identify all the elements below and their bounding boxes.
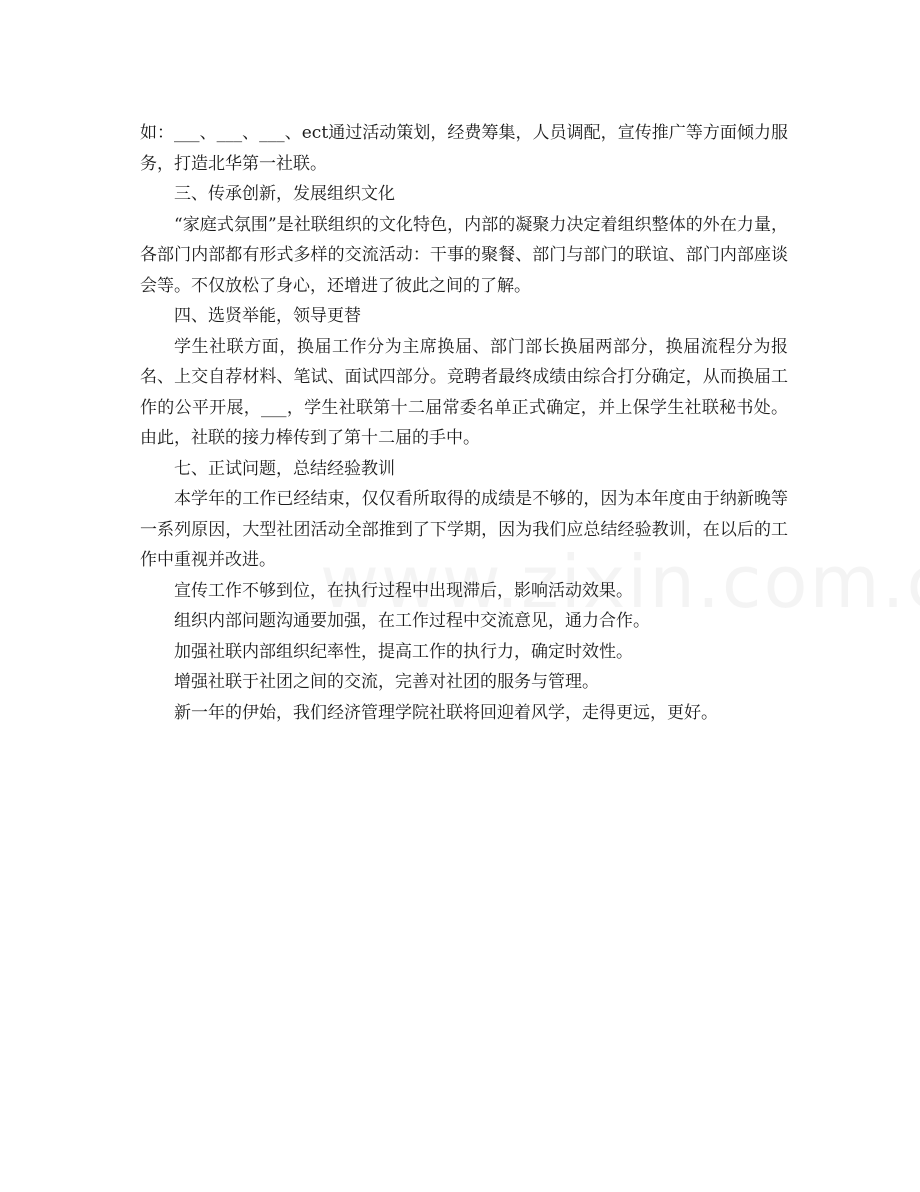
paragraph: 宣传工作不够到位，在执行过程中出现滞后，影响活动效果。 <box>174 580 633 601</box>
paragraph: 如：___、___、___、ect通过活动策划，经费筹集，人员调配，宣传推广等方面倾力服务，打造北华第一社联。 <box>140 123 788 174</box>
paragraph: “家庭式氛围”是社联组织的文化特色，内部的凝聚力决定着组织整体的外在力量，各部门内部都有形式多样的交流活动：干事的聚餐、部门与部门的联谊、部门内部座谈会等。不仅放松了身心，还增进了彼此之间的了解。 <box>140 214 788 296</box>
paragraph: 新一年的伊始，我们经济管理学院社联将回迎着风学，走得更远，更好。 <box>174 702 718 723</box>
paragraph: 学生社联方面，换届工作分为主席换届、部门部长换届两部分，换届流程分为报名、上交自荐材料、笔试、面试四部分。竞聘者最终成绩由综合打分确定，从而换届工作的公平开展，___，学生社联第十二届常委名单正式确定，并上保学生社联秘书处。由此，社联的接力棒传到了第十二届的手中。 <box>140 336 788 448</box>
paragraph: 四、选贤举能，领导更替 <box>174 306 361 326</box>
paragraph: 三、传承创新，发展组织文化 <box>174 184 395 204</box>
document-body <box>140 118 788 728</box>
paragraph: 七、正试问题，总结经验教训 <box>174 458 395 479</box>
paragraph: 加强社联内部组织纪率性，提高工作的执行力，确定时效性。 <box>174 641 633 662</box>
paragraph: 组织内部问题沟通要加强，在工作过程中交流意见，通力合作。 <box>174 611 650 631</box>
paragraph: 本学年的工作已经结束，仅仅看所取得的成绩是不够的，因为本年度由于纳新晚等一系列原因，大型社团活动全部推到了下学期，因为我们应总结经验教训，在以后的工作中重视并改进。 <box>140 489 788 570</box>
paragraph: 增强社联于社团之间的交流，完善对社团的服务与管理。 <box>174 672 599 692</box>
